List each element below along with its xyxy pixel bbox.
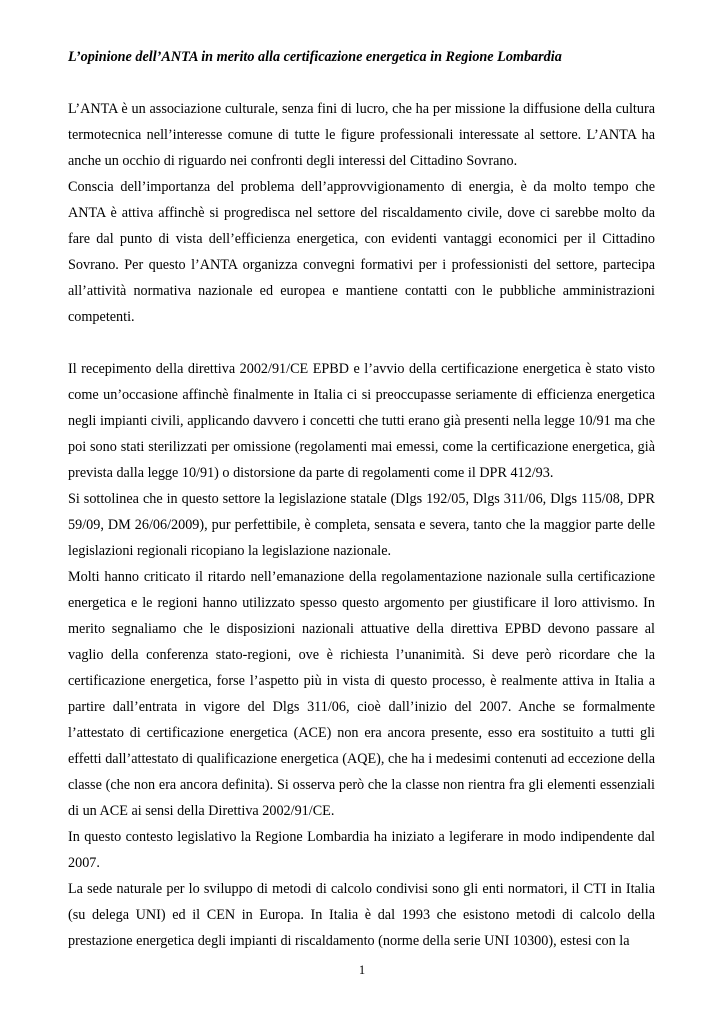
document-page xyxy=(68,44,655,954)
paragraph-lombardia: In questo contesto legislativo la Regione Lombardia ha iniziato a legiferare in modo indipendente dal 2007. xyxy=(68,829,655,871)
paragraph-anta-energy: Conscia dell’importanza del problema dell’approvvigionamento di energia, è da molto tempo che ANTA è attiva affinchè si progredisca nel settore del riscaldamento civile, dove ci sarebbe molto da fare dal punto di vista dell’efficienza energetica, con evidenti vantaggi economici per il Cittadino Sovrano. Per questo l’ANTA organizza convegni formativi per i professionisti del settore, partecipa all’attività normativa nazionale ed europea e mantiene contatti con le pubbliche amministrazioni competenti. xyxy=(68,179,655,325)
paragraph-calculation-methods: La sede naturale per lo sviluppo di metodi di calcolo condivisi sono gli enti normatori, il CTI in Italia (su delega UNI) ed il CEN in Europa. In Italia è dal 1993 che esistono metodi di calcolo della prestazione energetica degli impianti di riscaldamento (norme della serie UNI 10300), estesi con la xyxy=(68,881,655,949)
paragraph-epbd-directive: Il recepimento della direttiva 2002/91/CE EPBD e l’avvio della certificazione energetica è stato visto come un’occasione affinchè finalmente in Italia ci si preoccupasse seriamente di efficienza energetica negli impianti civili, applicando davvero i concetti che tutti erano già presenti nella legge 10/91 ma che poi sono stati sterilizzati per omissione (regolamenti mai emessi, come la certificazione energetica, già prevista dalla legge 10/91) o distorsione da parte di regolamenti come il DPR 412/93. xyxy=(68,361,655,481)
paragraph-regional-delay: Molti hanno criticato il ritardo nell’emanazione della regolamentazione nazionale sulla certificazione energetica e le regioni hanno utilizzato spesso questo argomento per giustificare il loro attivismo. In merito segnaliamo che le disposizioni nazionali attuative della direttiva EPBD devono passare al vaglio della conferenza stato-regioni, ove è richiesta l’unanimità. Si deve però ricordare che la certificazione energetica, forse l’aspetto più in vista di questo processo, è realmente attiva in Italia a partire dall’entrata in vigore del Dlgs 311/06, cioè dall’inizio del 2007. Anche se formalmente l’attestato di certificazione energetica (ACE) non era ancora presente, esso era sostituito a tutti gli effetti dall’attestato di qualificazione energetica (AQE), che ha i medesimi contenuti ad eccezione della classe (che non era ancora definita). Si osserva però che la classe non rientra fra gli elementi essenziali di un ACE ai sensi della Direttiva 2002/91/CE. xyxy=(68,569,655,819)
page-number: 1 xyxy=(358,963,366,977)
document-title: L’opinione dell’ANTA in merito alla certificazione energetica in Regione Lombardia xyxy=(68,49,562,65)
paragraph-state-legislation: Si sottolinea che in questo settore la legislazione statale (Dlgs 192/05, Dlgs 311/06, Dlgs 115/08, DPR 59/09, DM 26/06/2009), pur perfettibile, è completa, sensata e severa, tanto che la maggior parte delle legislazioni regionali ricopiano la legislazione nazionale. xyxy=(68,491,655,559)
paragraph-anta-intro: L’ANTA è un associazione culturale, senza fini di lucro, che ha per missione la diffusione della cultura termotecnica nell’interesse comune di tutte le figure professionali interessate al settore. L’ANTA ha anche un occhio di riguardo nei confronti degli interessi del Cittadino Sovrano. xyxy=(68,101,655,169)
